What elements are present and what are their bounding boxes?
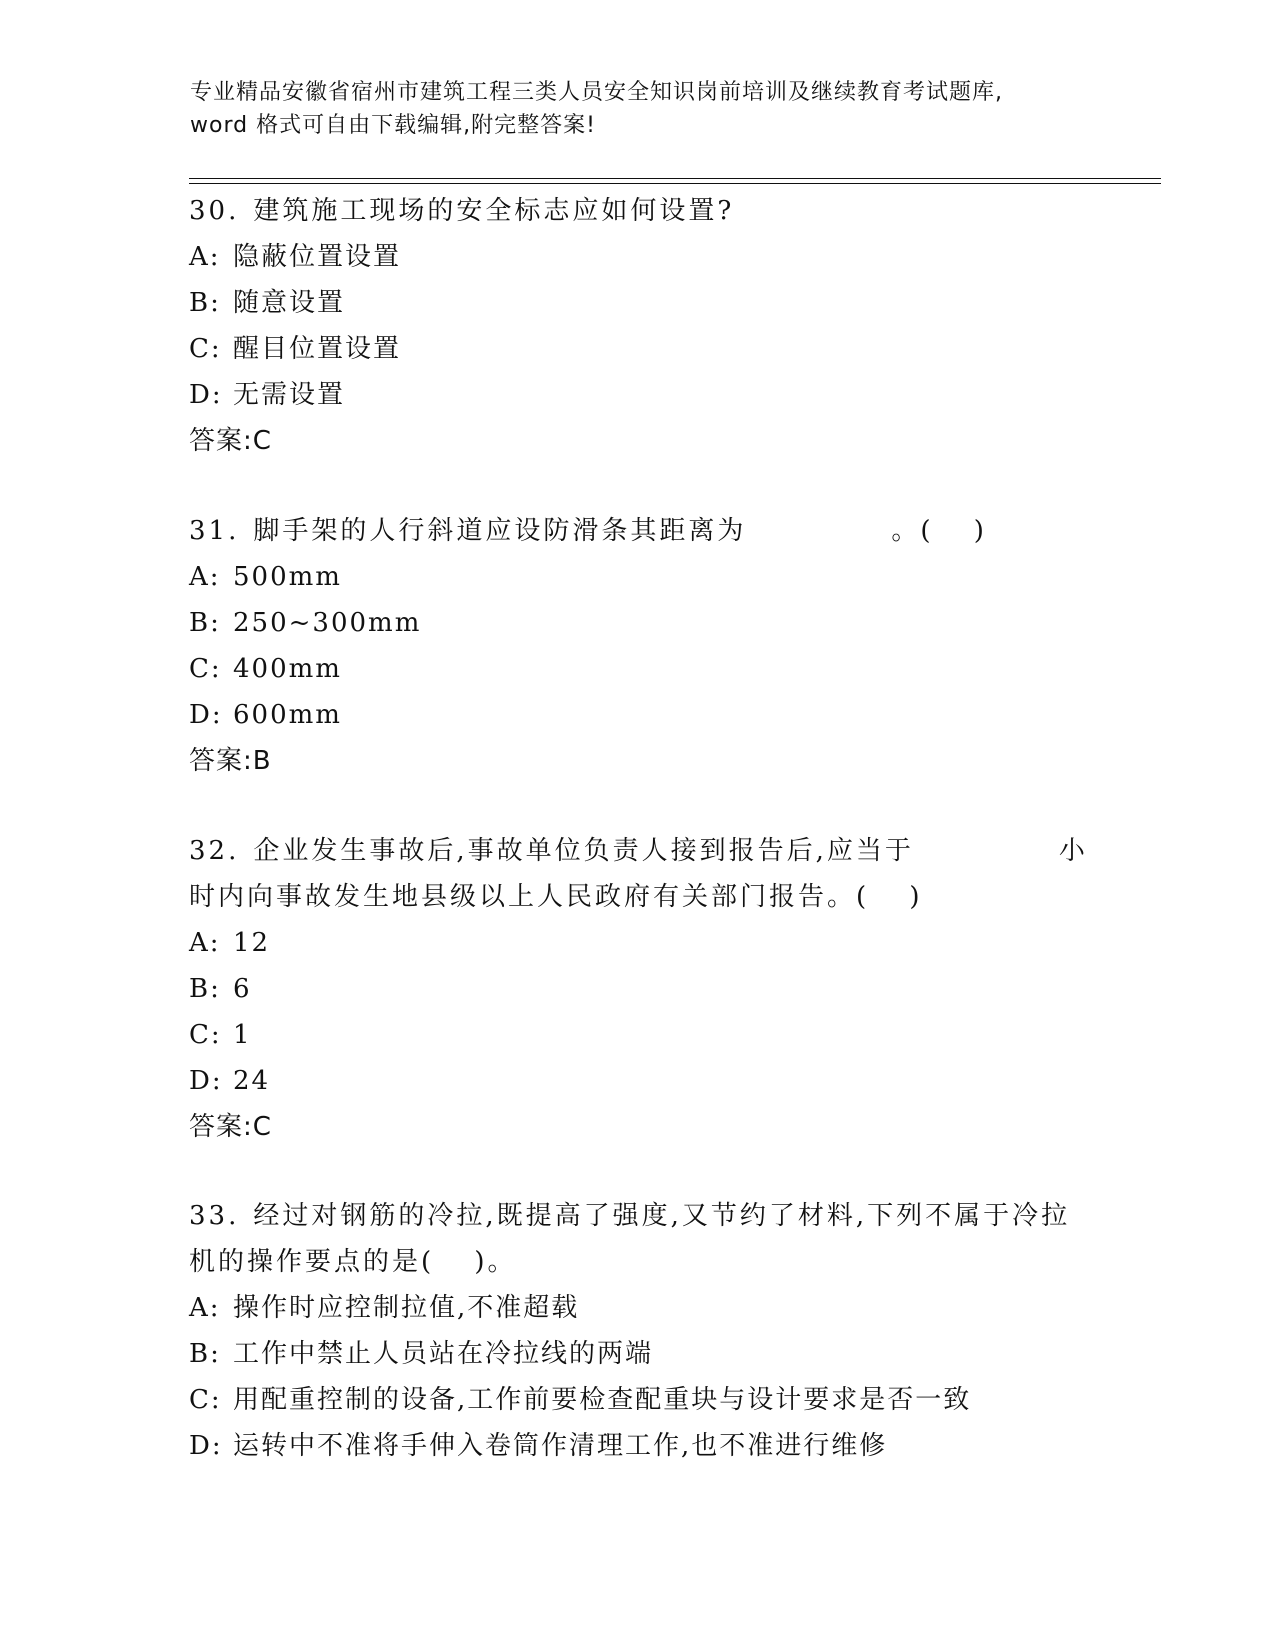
option-key: C: (189, 334, 222, 364)
document-header (190, 76, 1090, 142)
option-text: 操作时应控制拉值,不准超载 (233, 1293, 580, 1323)
option-c (189, 1012, 1089, 1058)
question-stem (189, 1193, 1089, 1285)
option-key: A: (189, 1293, 221, 1323)
option-text: 500mm (233, 562, 342, 592)
option-text: 随意设置 (233, 288, 346, 318)
option-key: B: (189, 974, 221, 1004)
option-text: 400mm (233, 654, 342, 684)
option-key: A: (189, 928, 221, 958)
option-text: 无需设置 (233, 380, 346, 410)
question-text: 建筑施工现场的安全标志应如何设置? (253, 196, 735, 226)
option-key: C: (189, 1020, 222, 1050)
question-number: 33. (189, 1201, 240, 1231)
header-divider-bottom (189, 183, 1161, 184)
option-d (189, 372, 1089, 418)
question-32 (189, 828, 1089, 1150)
question-number: 31. (189, 516, 240, 546)
option-a (189, 554, 1089, 600)
option-text: 1 (233, 1020, 252, 1050)
option-text: 用配重控制的设备,工作前要检查配重块与设计要求是否一致 (233, 1385, 972, 1415)
question-text: 经过对钢筋的冷拉,既提高了强度,又节约了材料,下列不属于冷拉机的操作要点的是( )。 (189, 1201, 1071, 1277)
option-key: B: (189, 608, 221, 638)
question-stem (189, 828, 1089, 920)
option-d (189, 1058, 1089, 1104)
question-stem (189, 508, 1089, 554)
option-b (189, 600, 1089, 646)
header-line-1: 专业精品安徽省宿州市建筑工程三类人员安全知识岗前培训及继续教育考试题库, (190, 80, 1003, 105)
question-text: 企业发生事故后,事故单位负责人接到报告后,应当于 小时内向事故发生地县级以上人民政府有关部门报告。( ) (189, 836, 1088, 912)
question-30 (189, 188, 1089, 464)
option-key: A: (189, 242, 221, 272)
question-text: 脚手架的人行斜道应设防滑条其距离为 。( ) (253, 516, 987, 546)
option-key: D: (189, 1066, 223, 1096)
question-number: 32. (189, 836, 240, 866)
answer-line: 答案:B (189, 746, 272, 776)
option-key: C: (189, 654, 222, 684)
option-a (189, 1285, 1089, 1331)
option-text: 运转中不准将手伸入卷筒作清理工作,也不准进行维修 (233, 1431, 888, 1461)
option-text: 6 (233, 974, 252, 1004)
option-text: 隐蔽位置设置 (233, 242, 402, 272)
option-text: 24 (233, 1066, 271, 1096)
option-c (189, 646, 1089, 692)
option-b (189, 1331, 1089, 1377)
option-key: D: (189, 380, 223, 410)
option-text: 工作中禁止人员站在冷拉线的两端 (233, 1339, 654, 1369)
question-number: 30. (189, 196, 240, 226)
answer-line: 答案:C (189, 1112, 272, 1142)
option-key: C: (189, 1385, 222, 1415)
option-c (189, 326, 1089, 372)
option-text: 250~300mm (233, 608, 422, 638)
option-text: 600mm (233, 700, 342, 730)
option-text: 12 (233, 928, 271, 958)
answer-line: 答案:C (189, 426, 272, 456)
option-c (189, 1377, 1089, 1423)
option-b (189, 966, 1089, 1012)
option-key: D: (189, 1431, 223, 1461)
option-a (189, 234, 1089, 280)
option-b (189, 280, 1089, 326)
header-divider-top (189, 178, 1161, 179)
option-text: 醒目位置设置 (233, 334, 402, 364)
option-d (189, 1423, 1089, 1469)
header-line-2: word 格式可自由下载编辑,附完整答案! (190, 113, 596, 138)
question-33 (189, 1193, 1089, 1469)
question-31 (189, 508, 1089, 784)
question-stem (189, 188, 1089, 234)
option-key: D: (189, 700, 223, 730)
option-key: B: (189, 288, 221, 318)
option-a (189, 920, 1089, 966)
option-d (189, 692, 1089, 738)
option-key: A: (189, 562, 221, 592)
option-key: B: (189, 1339, 221, 1369)
